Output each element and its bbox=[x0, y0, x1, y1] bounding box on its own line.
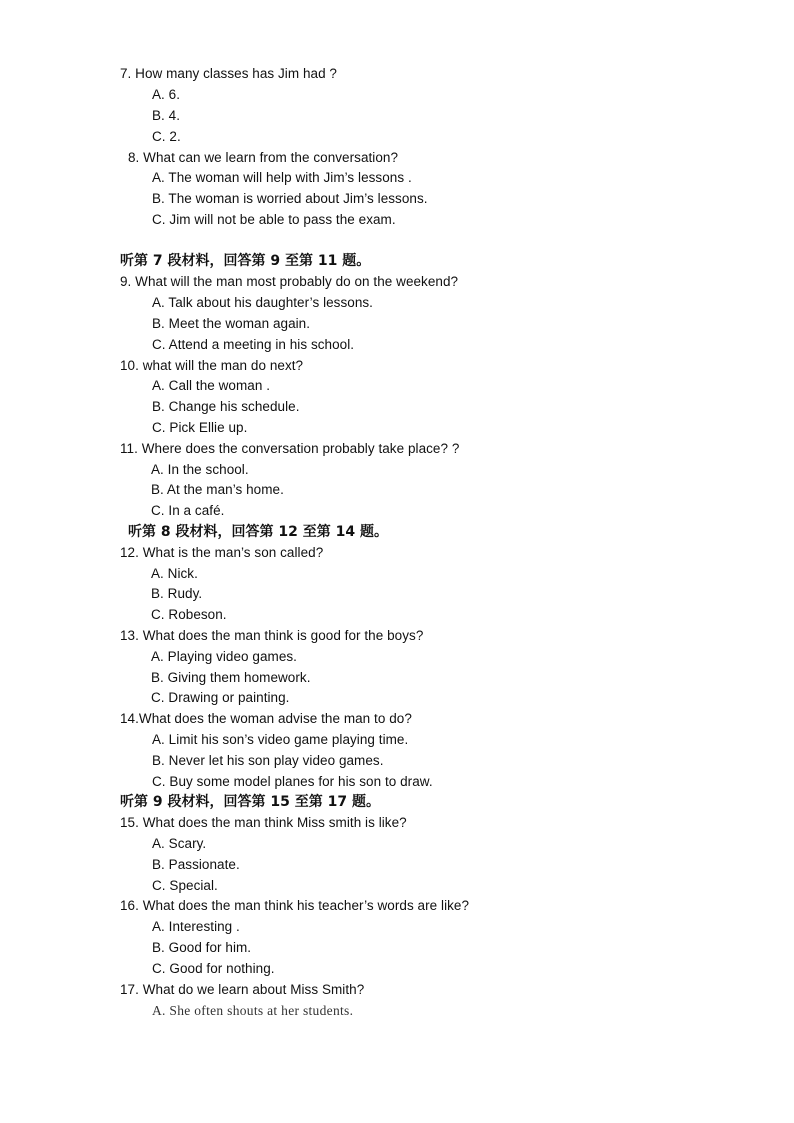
section-heading-9: 听第 9 段材料，回答第 15 至第 17 题。 bbox=[120, 794, 380, 810]
question-7: 7. How many classes has Jim had ? bbox=[120, 66, 337, 81]
option-8a: A. The woman will help with Jim’s lessons . bbox=[152, 170, 412, 185]
option-10a: A. Call the woman . bbox=[152, 378, 271, 393]
section-heading-7: 听第 7 段材料，回答第 9 至第 11 题。 bbox=[120, 253, 371, 269]
section-heading-8: 听第 8 段材料，回答第 12 至第 14 题。 bbox=[128, 524, 388, 540]
question-17: 17. What do we learn about Miss Smith? bbox=[120, 982, 365, 997]
option-9a: A. Talk about his daughter’s lessons. bbox=[152, 295, 373, 310]
option-14a: A. Limit his son’s video game playing time. bbox=[152, 732, 409, 747]
option-12c: C. Robeson. bbox=[151, 607, 227, 622]
option-11a: A. In the school. bbox=[151, 462, 249, 477]
option-15b: B. Passionate. bbox=[152, 857, 240, 872]
question-9: 9. What will the man most probably do on the weekend? bbox=[120, 274, 459, 289]
option-13c: C. Drawing or painting. bbox=[151, 690, 290, 705]
option-17a: A. She often shouts at her students. bbox=[152, 1003, 354, 1018]
option-12a: A. Nick. bbox=[151, 566, 198, 581]
option-13a: A. Playing video games. bbox=[151, 649, 297, 664]
question-15: 15. What does the man think Miss smith is like? bbox=[120, 815, 407, 830]
question-12: 12. What is the man’s son called? bbox=[120, 545, 324, 560]
option-14c: C. Buy some model planes for his son to draw. bbox=[152, 774, 433, 789]
option-7c: C. 2. bbox=[152, 129, 181, 144]
option-9c: C. Attend a meeting in his school. bbox=[152, 337, 355, 352]
question-16: 16. What does the man think his teacher’s words are like? bbox=[120, 898, 470, 913]
option-13b: B. Giving them homework. bbox=[151, 670, 311, 685]
option-7b: B. 4. bbox=[152, 108, 181, 123]
question-10: 10. what will the man do next? bbox=[120, 358, 304, 373]
option-16b: B. Good for him. bbox=[152, 940, 252, 955]
option-10b: B. Change his schedule. bbox=[152, 399, 300, 414]
option-7a: A. 6. bbox=[152, 87, 181, 102]
option-10c: C. Pick Ellie up. bbox=[152, 420, 248, 435]
option-8b: B. The woman is worried about Jim’s lessons. bbox=[152, 191, 428, 206]
option-9b: B. Meet the woman again. bbox=[152, 316, 311, 331]
question-13: 13. What does the man think is good for the boys? bbox=[120, 628, 424, 643]
option-11c: C. In a café. bbox=[151, 503, 225, 518]
option-14b: B. Never let his son play video games. bbox=[152, 753, 384, 768]
question-11: 11. Where does the conversation probably take place? ? bbox=[120, 441, 460, 456]
option-16a: A. Interesting . bbox=[152, 919, 240, 934]
question-8: 8. What can we learn from the conversation? bbox=[128, 150, 399, 165]
option-15a: A. Scary. bbox=[152, 836, 207, 851]
option-15c: C. Special. bbox=[152, 878, 218, 893]
option-11b: B. At the man’s home. bbox=[151, 482, 284, 497]
option-8c: C. Jim will not be able to pass the exam. bbox=[152, 212, 396, 227]
option-16c: C. Good for nothing. bbox=[152, 961, 275, 976]
question-14: 14.What does the woman advise the man to do? bbox=[120, 711, 412, 726]
option-12b: B. Rudy. bbox=[151, 586, 203, 601]
